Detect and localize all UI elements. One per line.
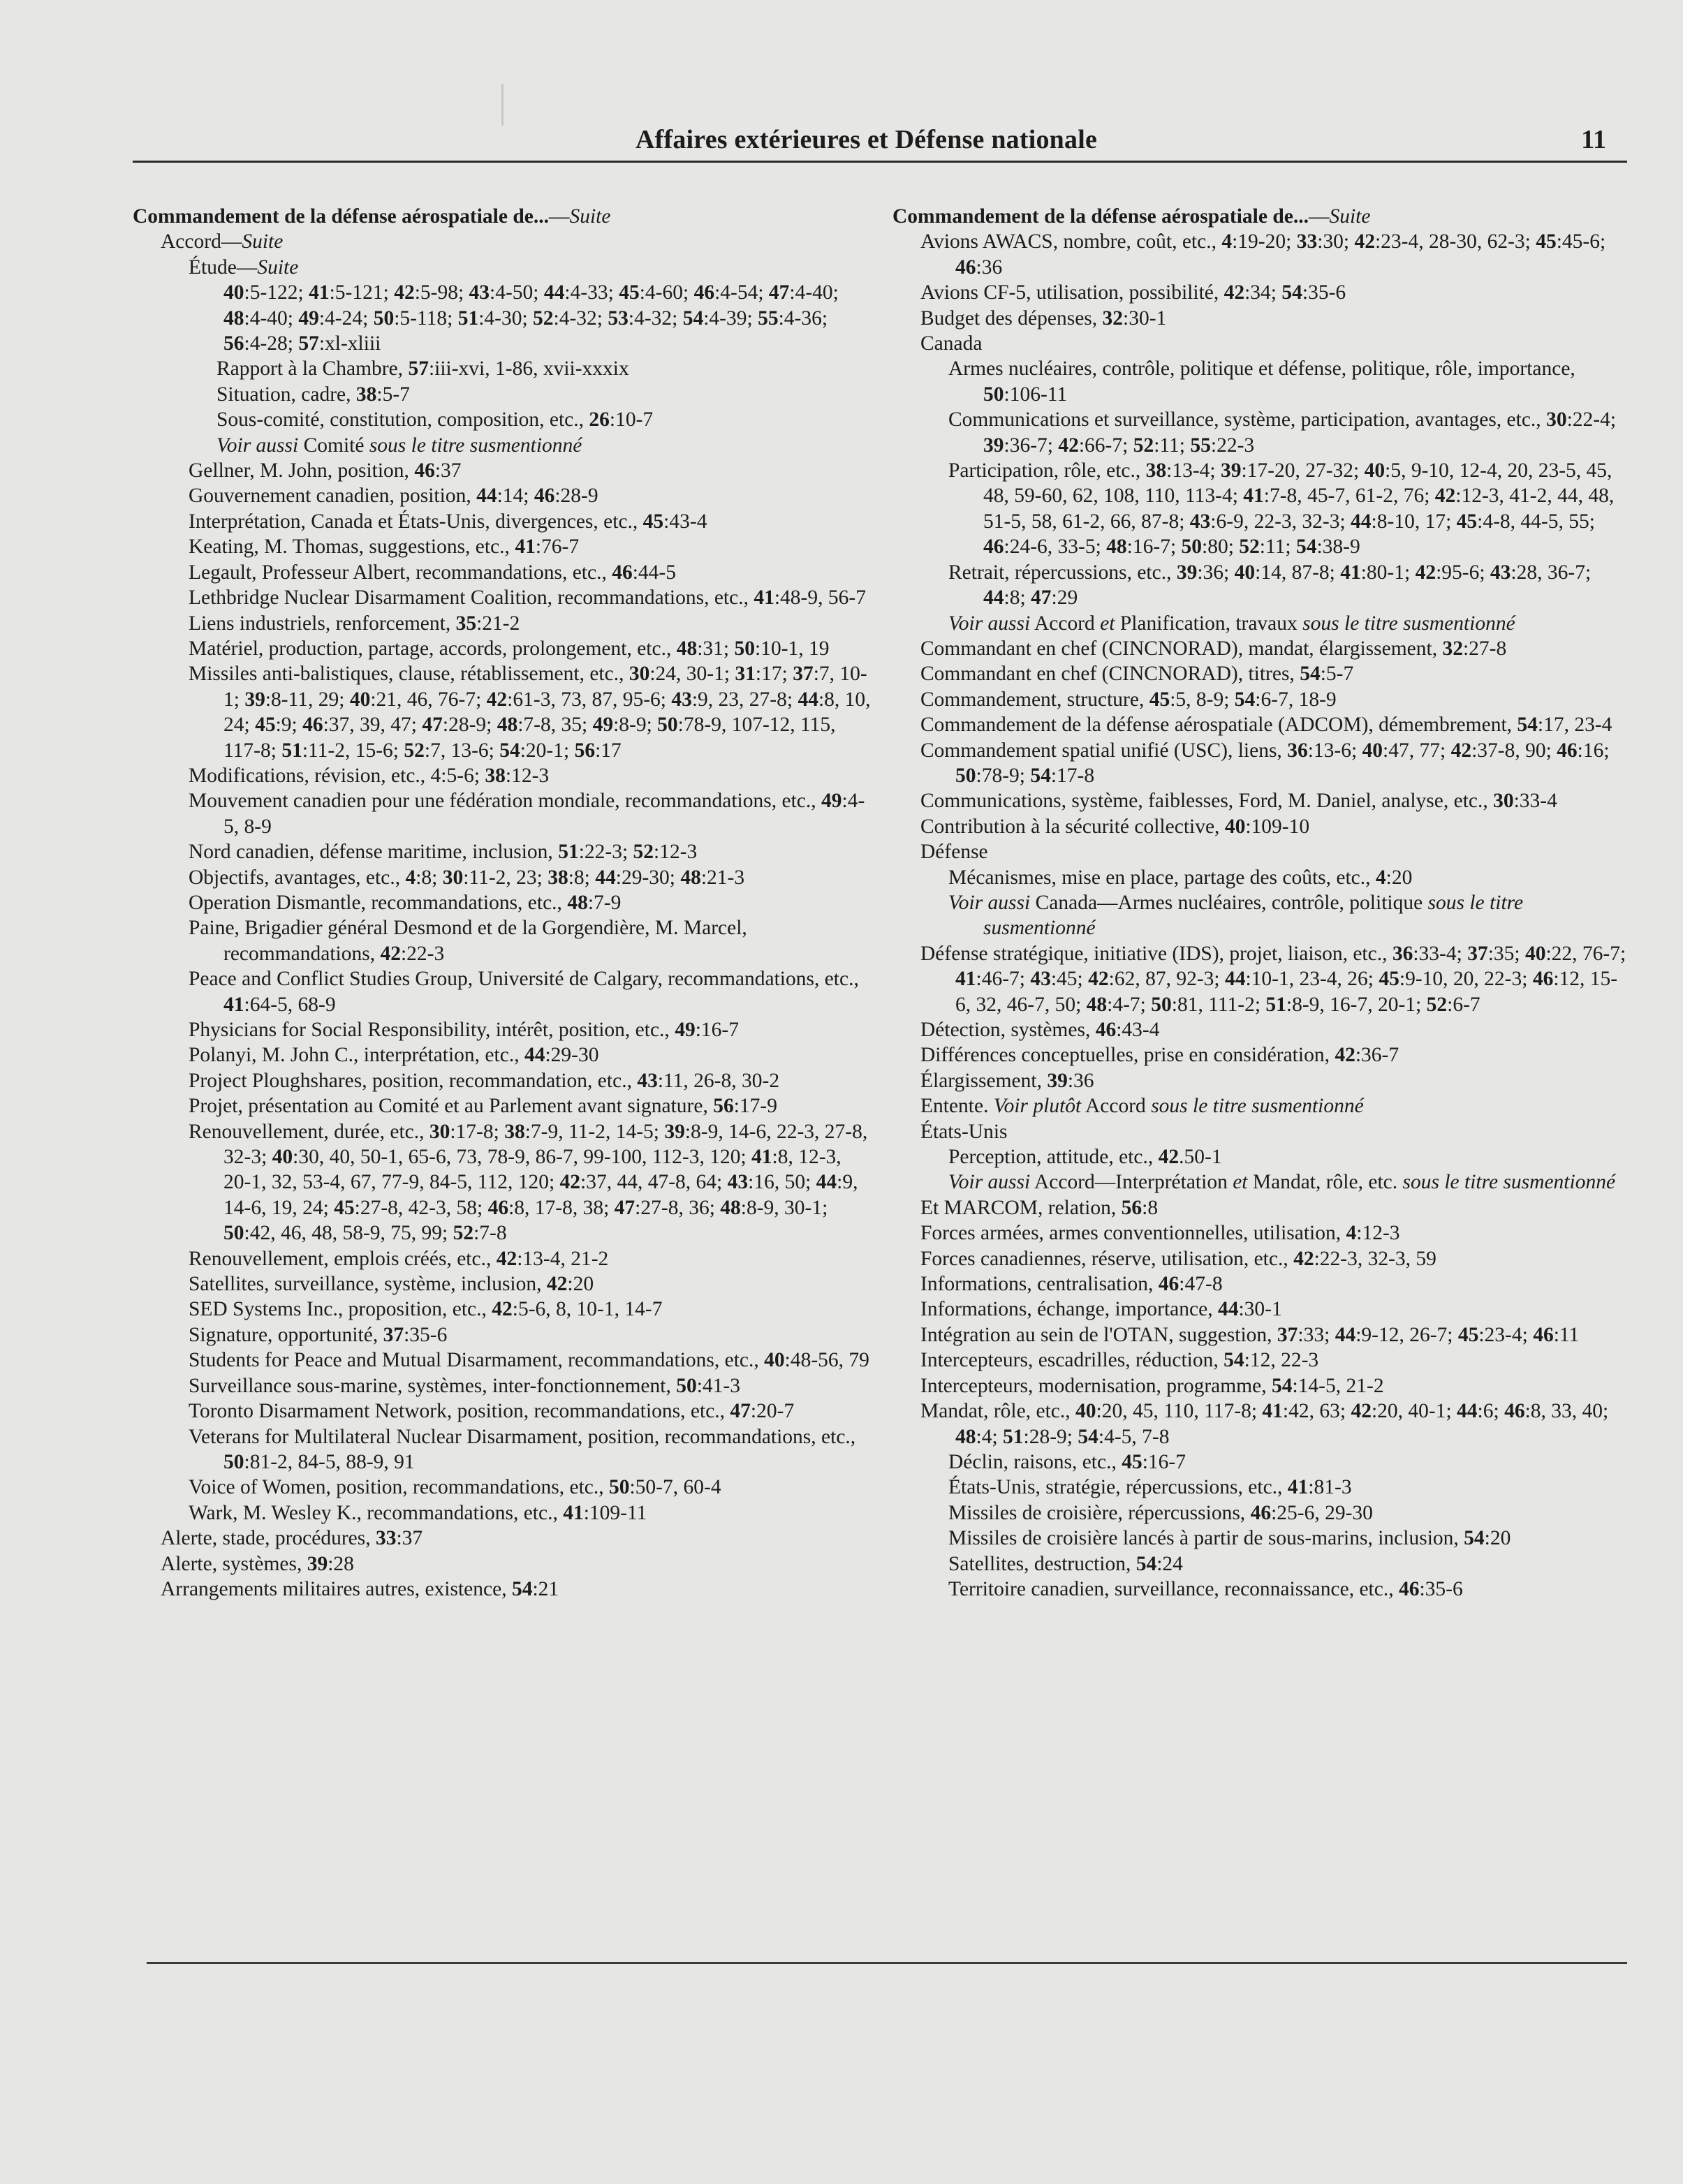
index-entry: Différences conceptuelles, prise en considération, 42:36-7	[920, 1044, 1399, 1067]
page-number: 11	[1581, 125, 1606, 154]
index-entry: Legault, Professeur Albert, recommandations, etc., 46:44-5	[189, 561, 676, 584]
index-entry: Sous-comité, constitution, composition, etc., 26:10-7	[216, 408, 654, 431]
index-entry: Nord canadien, défense maritime, inclusion, 51:22-3; 52:12-3	[189, 841, 698, 864]
index-entry: Interprétation, Canada et États-Unis, divergences, etc., 45:43-4	[189, 510, 707, 533]
index-column-right	[892, 204, 1633, 1602]
index-column-left	[133, 204, 873, 1602]
index-entry: Alerte, systèmes, 39:28	[161, 1552, 354, 1575]
index-entry: Accord—Suite	[161, 230, 284, 253]
index-entry: Intercepteurs, modernisation, programme, 54:14-5, 21-2	[920, 1374, 1384, 1397]
index-entry: Liens industriels, renforcement, 35:21-2	[189, 612, 520, 635]
index-entry: Déclin, raisons, etc., 45:16-7	[948, 1450, 1186, 1473]
index-entry: Operation Dismantle, recommandations, etc., 48:7-9	[189, 891, 622, 914]
index-entry: Renouvellement, emplois créés, etc., 42:13-4, 21-2	[189, 1247, 609, 1270]
index-entry: Voir aussi Canada—Armes nucléaires, contrôle, politique sous le titre susmentionné	[948, 891, 1524, 940]
index-entry: Keating, M. Thomas, suggestions, etc., 41:76-7	[189, 536, 580, 559]
index-entry: Peace and Conflict Studies Group, Université de Calgary, recommandations, etc., 41:64-5, 68-9	[189, 968, 859, 1016]
index-entry: Intercepteurs, escadrilles, réduction, 54:12, 22-3	[920, 1349, 1319, 1372]
index-entry: Retrait, répercussions, etc., 39:36; 40:14, 87-8; 41:80-1; 42:95-6; 43:28, 36-7; 44:8; 47:29	[948, 561, 1592, 610]
index-entry: Lethbridge Nuclear Disarmament Coalition, recommandations, etc., 41:48-9, 56-7	[189, 586, 866, 610]
footer-rule	[147, 1962, 1627, 1964]
index-entry: Commandement, structure, 45:5, 8-9; 54:6-7, 18-9	[920, 688, 1337, 711]
index-entry: Mouvement canadien pour une fédération mondiale, recommandations, etc., 49:4-5, 8-9	[189, 790, 865, 838]
index-entry: Satellites, surveillance, système, inclusion, 42:20	[189, 1273, 594, 1296]
index-entry: Avions CF-5, utilisation, possibilité, 42:34; 54:35-6	[920, 281, 1346, 304]
index-entry: Communications et surveillance, système, participation, avantages, etc., 30:22-4; 39:36-7; 42:66-7; 52:11; 55:22-3	[948, 408, 1617, 457]
index-entry: Budget des dépenses, 32:30-1	[920, 307, 1167, 330]
index-entry: Missiles anti-balistiques, clause, rétablissement, etc., 30:24, 30-1; 31:17; 37:7, 10-1; 39:8-11, 29; 40:21, 46, 76-7; 42:61-3, 73, 87, 95-6; 43:9, 23, 27-8; 44:8, 10, 24; 45:9; 46:37, 39, 47; 47:28-9; 48:7-8, 35; 49:8-9; 50:78-9, 107-12, 115, 117-8; 51:11-2, 15-6; 52:7, 13-6; 54:20-1; 56:17	[189, 663, 871, 762]
index-entry: Surveillance sous-marine, systèmes, inter-fonctionnement, 50:41-3	[189, 1374, 740, 1397]
index-entry: Projet, présentation au Comité et au Parlement avant signature, 56:17-9	[189, 1095, 777, 1118]
index-entry: Intégration au sein de l'OTAN, suggestion, 37:33; 44:9-12, 26-7; 45:23-4; 46:11	[920, 1323, 1580, 1346]
index-entry: Informations, centralisation, 46:47-8	[920, 1273, 1223, 1296]
index-entry: Signature, opportunité, 37:35-6	[189, 1323, 448, 1346]
index-entry: Voice of Women, position, recommandations, etc., 50:50-7, 60-4	[189, 1476, 721, 1499]
index-entry: Perception, attitude, etc., 42.50-1	[948, 1146, 1222, 1169]
index-entry: Participation, rôle, etc., 38:13-4; 39:17-20, 27-32; 40:5, 9-10, 12-4, 20, 23-5, 45, 48, 59-60, 62, 108, 110, 113-4; 41:7-8, 45-7, 61-2, 76; 42:12-3, 41-2, 44, 48, 51-5, 58, 61-2, 66, 87-8; 43:6-9, 22-3, 32-3; 44:8-10, 17; 45:4-8, 44-5, 55; 46:24-6, 33-5; 48:16-7; 50:80; 52:11; 54:38-9	[948, 459, 1615, 559]
index-entry: Défense stratégique, initiative (IDS), projet, liaison, etc., 36:33-4; 37:35; 40:22, 76-7; 41:46-7; 43:45; 42:62, 87, 92-3; 44:10-1, 23-4, 26; 45:9-10, 20, 22-3; 46:12, 15-6, 32, 46-7, 50; 48:4-7; 50:81, 111-2; 51:8-9, 16-7, 20-1; 52:6-7	[920, 942, 1626, 1016]
index-entry: Voir aussi Accord et Planification, travaux sous le titre susmentionné	[948, 612, 1515, 635]
index-entry: SED Systems Inc., proposition, etc., 42:5-6, 8, 10-1, 14-7	[189, 1298, 663, 1321]
index-entry: Mécanismes, mise en place, partage des coûts, etc., 4:20	[948, 866, 1413, 889]
index-heading: Commandement de la défense aérospatiale de...—Suite	[133, 205, 611, 228]
index-entry: Matériel, production, partage, accords, prolongement, etc., 48:31; 50:10-1, 19	[189, 637, 830, 660]
index-entry: États-Unis, stratégie, répercussions, etc., 41:81-3	[948, 1476, 1352, 1499]
index-entry: Paine, Brigadier général Desmond et de la Gorgendière, M. Marcel, recommandations, 42:22-3	[189, 917, 747, 965]
index-entry: Project Ploughshares, position, recommandation, etc., 43:11, 26-8, 30-2	[189, 1069, 780, 1092]
index-entry: Rapport à la Chambre, 57:iii-xvi, 1-86, xvii-xxxix	[216, 357, 629, 381]
index-entry: Commandement spatial unifié (USC), liens, 36:13-6; 40:47, 77; 42:37-8, 90; 46:16; 50:78-9; 54:17-8	[920, 739, 1610, 787]
index-entry: Polanyi, M. John C., interprétation, etc., 44:29-30	[189, 1044, 599, 1067]
index-entry: Mandat, rôle, etc., 40:20, 45, 110, 117-8; 41:42, 63; 42:20, 40-1; 44:6; 46:8, 33, 40; 48:4; 51:28-9; 54:4-5, 7-8	[920, 1400, 1609, 1448]
page-header	[133, 119, 1620, 161]
index-entry: Défense	[920, 841, 988, 864]
index-entry: Commandement de la défense aérospatiale (ADCOM), démembrement, 54:17, 23-4	[920, 714, 1612, 737]
index-entry: Et MARCOM, relation, 56:8	[920, 1196, 1159, 1219]
index-entry: Communications, système, faiblesses, Ford, M. Daniel, analyse, etc., 30:33-4	[920, 790, 1557, 813]
index-entry: Wark, M. Wesley K., recommandations, etc., 41:109-11	[189, 1501, 647, 1524]
index-heading: Commandement de la défense aérospatiale de...—Suite	[892, 205, 1371, 228]
index-entry: Entente. Voir plutôt Accord sous le titre susmentionné	[920, 1095, 1364, 1118]
index-entry: Forces canadiennes, réserve, utilisation, etc., 42:22-3, 32-3, 59	[920, 1247, 1436, 1270]
index-entry: Élargissement, 39:36	[920, 1069, 1094, 1092]
index-entry: Students for Peace and Mutual Disarmament, recommandations, etc., 40:48-56, 79	[189, 1349, 869, 1372]
header-rule	[133, 161, 1627, 163]
index-entry: Avions AWACS, nombre, coût, etc., 4:19-20; 33:30; 42:23-4, 28-30, 62-3; 45:45-6; 46:36	[920, 230, 1606, 279]
running-title: Affaires extérieures et Défense nationale	[635, 125, 1098, 154]
index-entry: Étude—Suite	[189, 256, 299, 279]
index-entry: Arrangements militaires autres, existence, 54:21	[161, 1577, 559, 1600]
index-entry: Détection, systèmes, 46:43-4	[920, 1019, 1160, 1041]
index-entry: Veterans for Multilateral Nuclear Disarmament, position, recommandations, etc., 50:81-2, 84-5, 88-9, 91	[189, 1425, 856, 1473]
index-entry: Contribution à la sécurité collective, 40:109-10	[920, 815, 1310, 838]
index-entry: Situation, cadre, 38:5-7	[216, 383, 410, 406]
index-entry: Armes nucléaires, contrôle, politique et défense, politique, rôle, importance, 50:106-11	[948, 357, 1575, 406]
index-entry: Toronto Disarmament Network, position, recommandations, etc., 47:20-7	[189, 1400, 795, 1423]
index-entry: Modifications, révision, etc., 4:5-6; 38:12-3	[189, 764, 550, 787]
index-entry: Voir aussi Comité sous le titre susmentionné	[216, 434, 582, 457]
index-entry: Territoire canadien, surveillance, reconnaissance, etc., 46:35-6	[948, 1577, 1463, 1600]
index-entry: Renouvellement, durée, etc., 30:17-8; 38:7-9, 11-2, 14-5; 39:8-9, 14-6, 22-3, 27-8, 32-3; 40:30, 40, 50-1, 65-6, 73, 78-9, 86-7, 99-100, 112-3, 120; 41:8, 12-3, 20-1, 32, 53-4, 67, 77-9, 84-5, 112, 120; 42:37, 44, 47-8, 64; 43:16, 50; 44:9, 14-6, 19, 24; 45:27-8, 42-3, 58; 46:8, 17-8, 38; 47:27-8, 36; 48:8-9, 30-1; 50:42, 46, 48, 58-9, 75, 99; 52:7-8	[189, 1120, 868, 1245]
index-entry: Missiles de croisière, répercussions, 46:25-6, 29-30	[948, 1501, 1373, 1524]
index-entry: Informations, échange, importance, 44:30-1	[920, 1298, 1282, 1321]
index-entry: Voir aussi Accord—Interprétation et Mandat, rôle, etc. sous le titre susmentionné	[948, 1171, 1616, 1194]
index-entry: 40:5-122; 41:5-121; 42:5-98; 43:4-50; 44:4-33; 45:4-60; 46:4-54; 47:4-40; 48:4-40; 49:4-24; 50:5-118; 51:4-30; 52:4-32; 53:4-32; 54:4-39; 55:4-36; 56:4-28; 57:xl-xliii	[223, 281, 839, 355]
index-entry: Canada	[920, 332, 983, 355]
index-entry: Gouvernement canadien, position, 44:14; 46:28-9	[189, 485, 598, 508]
index-entry: États-Unis	[920, 1120, 1008, 1143]
index-entry: Commandant en chef (CINCNORAD), titres, 54:5-7	[920, 663, 1354, 686]
index-entry: Satellites, destruction, 54:24	[948, 1552, 1183, 1575]
index-entry: Objectifs, avantages, etc., 4:8; 30:11-2, 23; 38:8; 44:29-30; 48:21-3	[189, 866, 745, 889]
index-entry: Missiles de croisière lancés à partir de sous-marins, inclusion, 54:20	[948, 1527, 1511, 1550]
index-entry: Physicians for Social Responsibility, intérêt, position, etc., 49:16-7	[189, 1019, 739, 1041]
index-entry: Forces armées, armes conventionnelles, utilisation, 4:12-3	[920, 1222, 1400, 1245]
index-entry: Alerte, stade, procédures, 33:37	[161, 1527, 423, 1550]
index-entry: Commandant en chef (CINCNORAD), mandat, élargissement, 32:27-8	[920, 637, 1507, 660]
index-entry: Gellner, M. John, position, 46:37	[189, 459, 462, 482]
